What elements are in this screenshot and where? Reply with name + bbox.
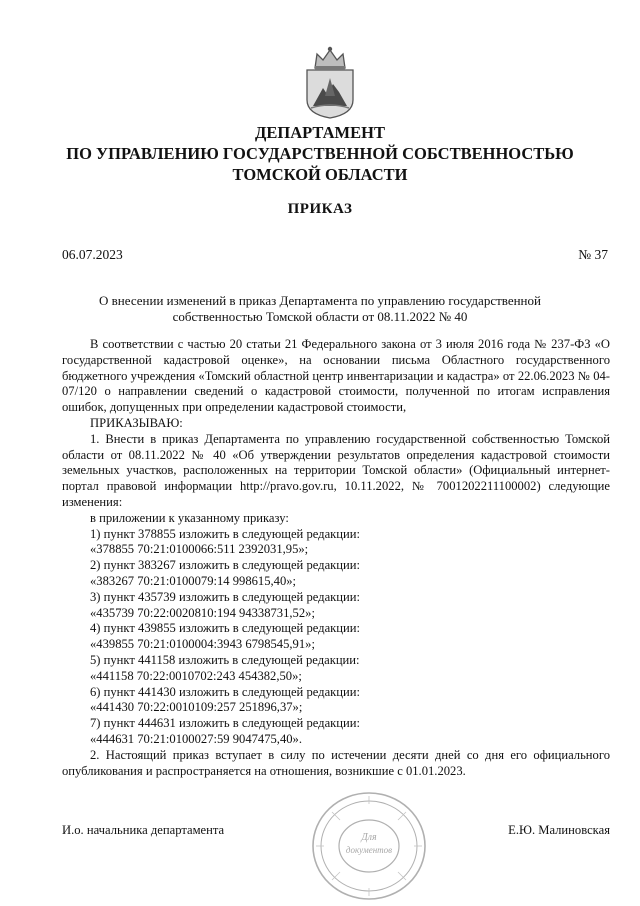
department-title-line: ПО УПРАВЛЕНИЮ ГОСУДАРСТВЕННОЙ СОБСТВЕННОСТЬЮ (66, 144, 574, 163)
department-title (40, 122, 600, 185)
amendment-instruction: 2) пункт 383267 изложить в следующей редакции: (90, 558, 361, 573)
order-date: 06.07.2023 (62, 247, 123, 262)
amendment-instruction: 4) пункт 439855 изложить в следующей редакции: (90, 621, 361, 636)
amendment-instruction: 5) пункт 441158 изложить в следующей редакции: (90, 652, 360, 667)
signatory-name: Е.Ю. Малиновская (508, 823, 610, 837)
directive: ПРИКАЗЫВАЮ: (90, 415, 183, 430)
amendment-text: «441158 70:22:0010702:243 454382,50»; (90, 668, 302, 683)
seal-text-line: Для (361, 832, 377, 843)
order-subject: О внесении изменений в приказ Департамента по управлению государственной собственностью Томской области от 08.11.2022 № 40 (99, 293, 541, 324)
department-title-line: ДЕПАРТАМЕНТ (255, 123, 385, 142)
amendment-instruction: 6) пункт 441430 изложить в следующей редакции: (90, 684, 361, 699)
item-2-paragraph: 2. Настоящий приказ вступает в силу по истечении десяти дней со дня его официального опубликования и распространяется на отношения, возникшие с 01.01.2023. (62, 747, 610, 778)
amendment-instruction: 7) пункт 444631 изложить в следующей редакции: (90, 716, 361, 731)
amendment-text: «383267 70:21:0100079:14 998615,40»; (90, 573, 297, 588)
amendment-text: «441430 70:22:0010109:257 251896,37»; (90, 700, 303, 715)
signatory-role: И.о. начальника департамента (62, 823, 225, 837)
amendment-text: «435739 70:22:0020810:194 94338731,52»; (90, 605, 315, 620)
item-1-paragraph: 1. Внести в приказ Департамента по управлению государственной собственностью Томской области от 08.11.2022 № 40 «Об утверждении результатов определения кадастровой стоимости земельных участков, расположенных на территории Томской области» (Официальный интернет-портал правовой информации http://pravo.gov.ru, 10.11.2022, № 7001202211100002) следующие изменения: (62, 431, 610, 509)
document-seal (310, 790, 428, 902)
amendment-text: «439855 70:21:0100004:3943 6798545,91»; (90, 637, 315, 652)
amendment-instruction: 3) пункт 435739 изложить в следующей редакции: (90, 589, 361, 604)
department-title-line: ТОМСКОЙ ОБЛАСТИ (232, 165, 408, 184)
coat-of-arms-emblem (301, 44, 359, 120)
document-type: ПРИКАЗ (287, 201, 353, 217)
order-body (62, 337, 610, 779)
amendment-text: «378855 70:21:0100066:511 2392031,95»; (90, 542, 309, 557)
seal-text-line: документов (345, 845, 393, 855)
order-number: № 37 (578, 247, 608, 262)
preamble-paragraph: В соответствии с частью 20 статьи 21 Федерального закона от 3 июля 2016 года № 237-ФЗ «О государственной кадастровой оценке», на основании письма Областного государственного бюджетного учреждения «Томский областной центр инвентаризации и кадастра» от 22.06.2023 № 04-07/120 о направлении сведений о кадастровой стоимости, полученной по итогам исправления ошибок, допущенных при определении кадастровой стоимости, (62, 337, 610, 415)
annex-intro: в приложении к указанному приказу: (90, 510, 289, 525)
amendment-instruction: 1) пункт 378855 изложить в следующей редакции: (90, 526, 361, 541)
amendment-text: «444631 70:21:0100027:59 9047475,40». (90, 731, 302, 746)
